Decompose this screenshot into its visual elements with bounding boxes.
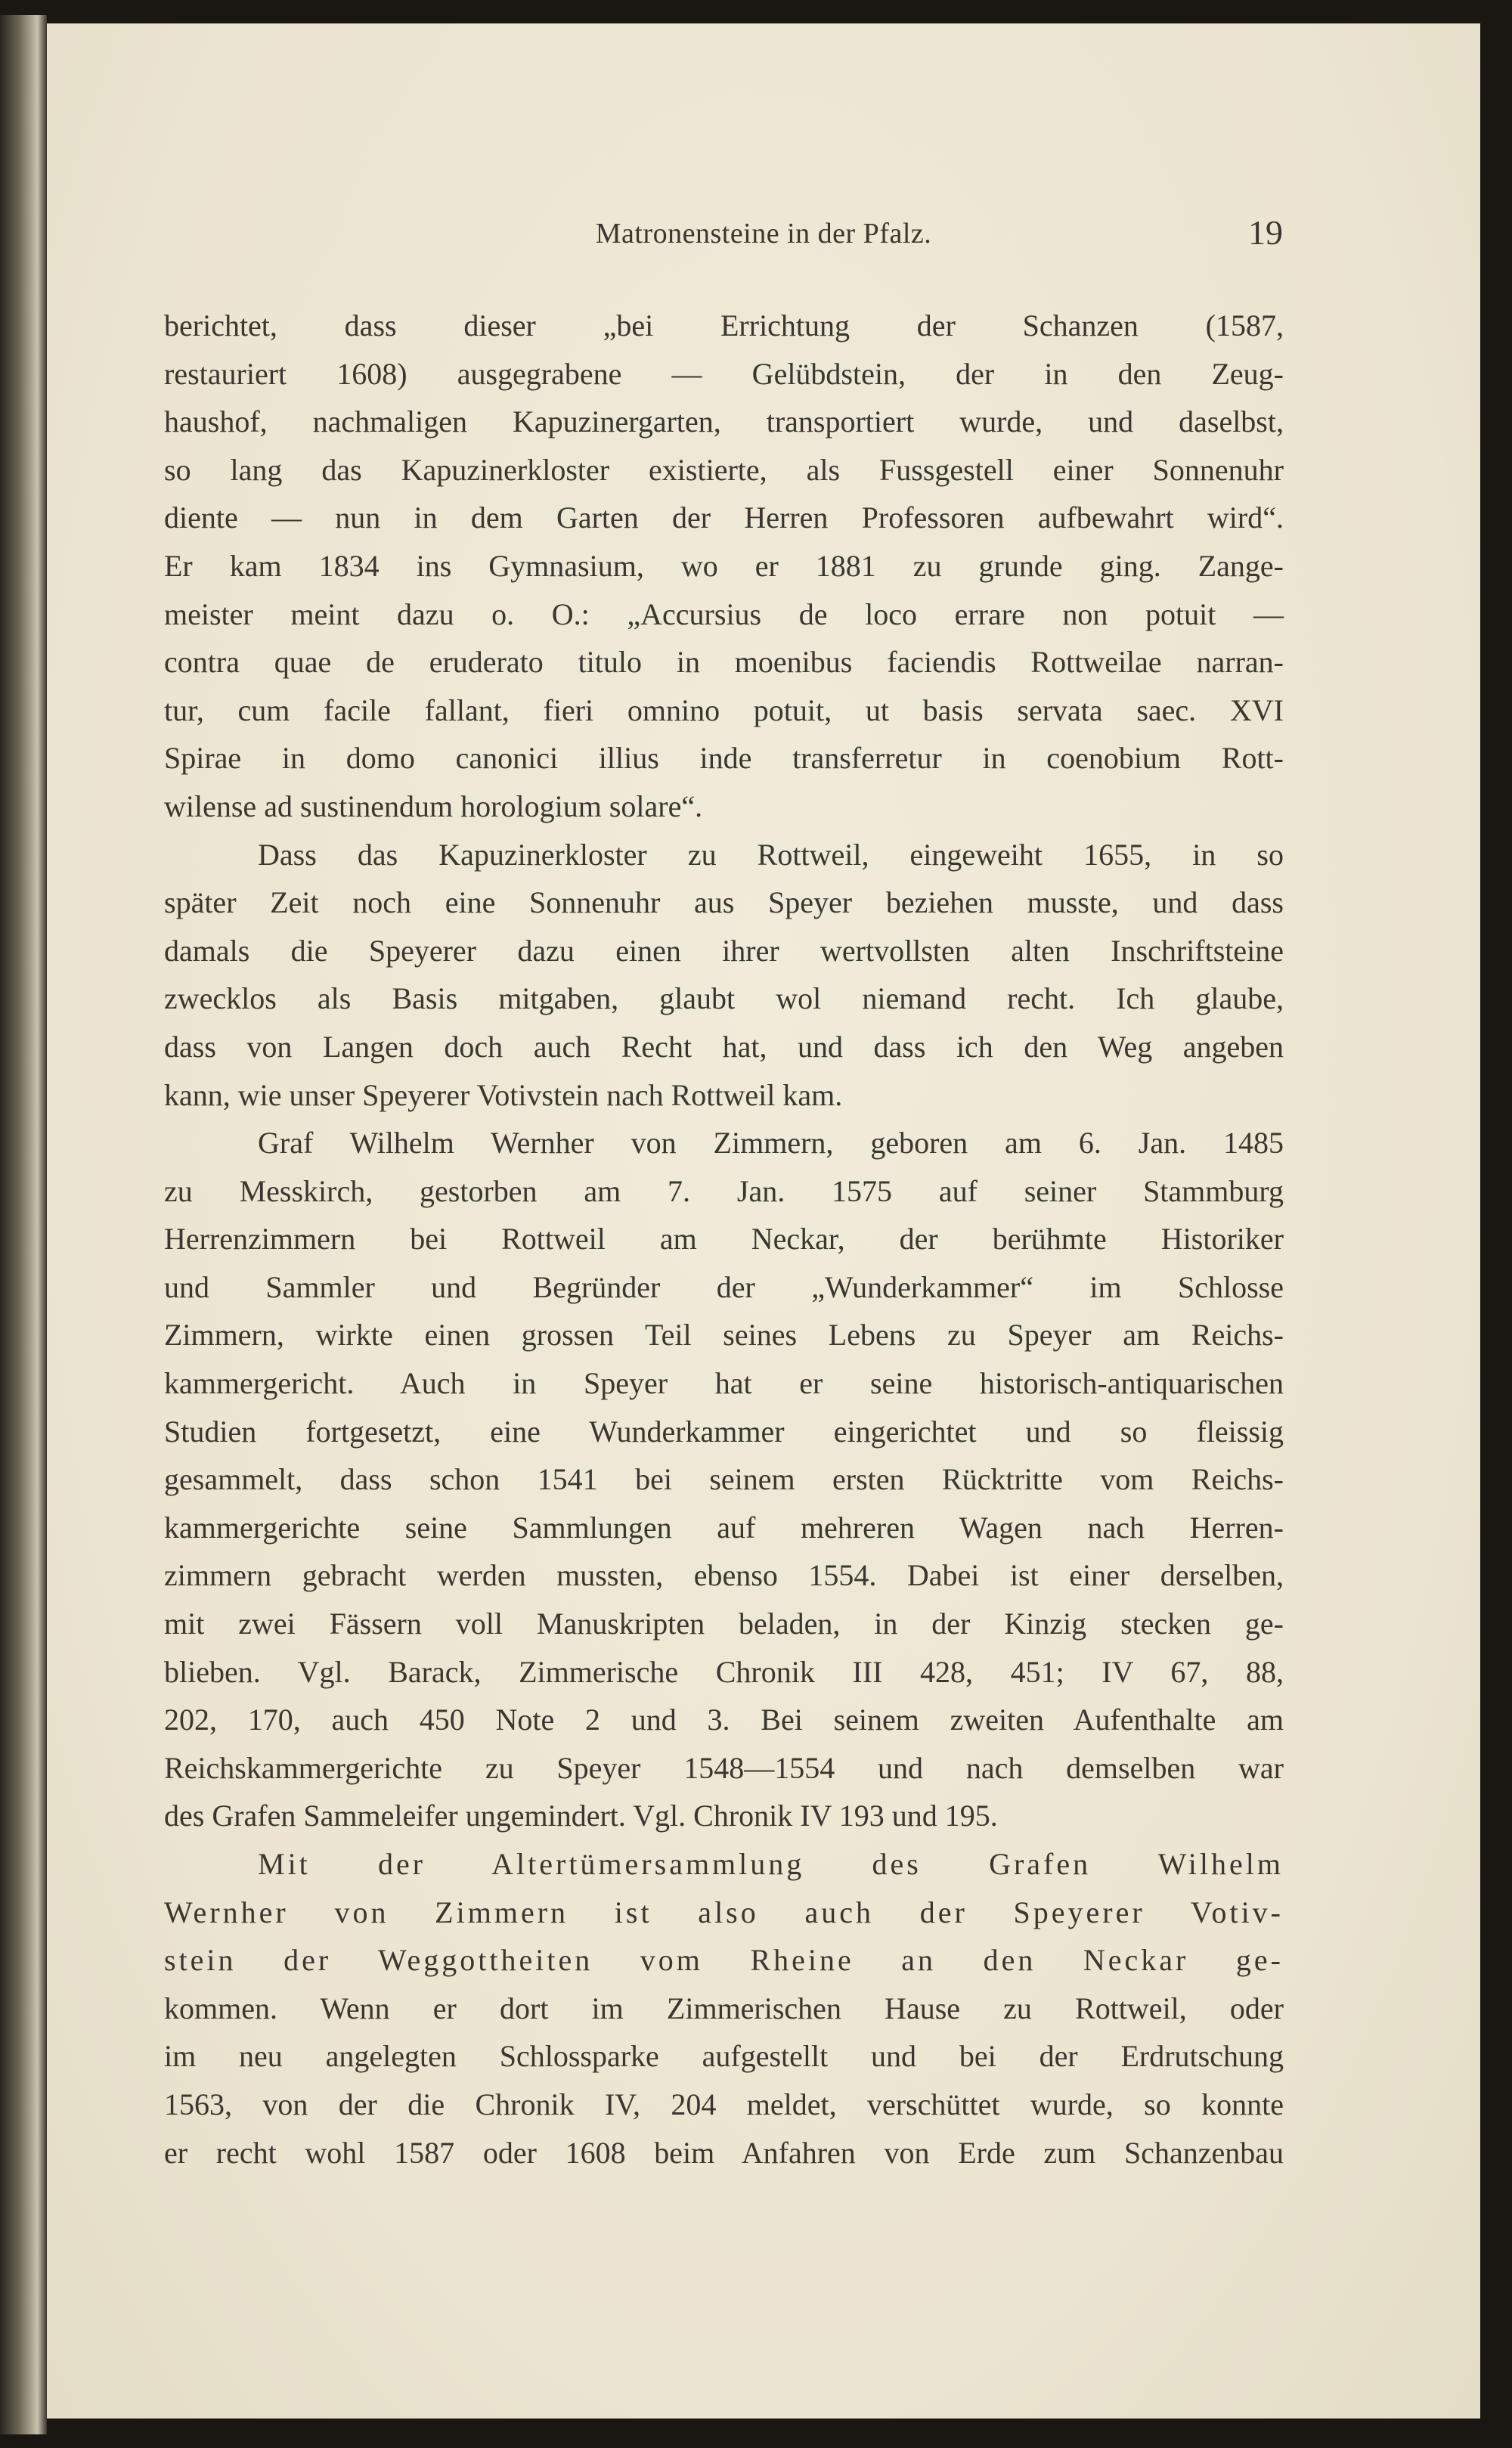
text-line: wilense ad sustinendum horologium solare“. (164, 789, 703, 823)
text-line: Er kam 1834 ins Gymnasium, wo er 1881 zu grunde ging. Zange- (164, 548, 1284, 583)
text-line: Reichskammergerichte zu Speyer 1548—1554 und nach demselben war (164, 1750, 1284, 1785)
text-line: damals die Speyerer dazu einen ihrer wertvollsten alten Inschriftsteine (164, 933, 1284, 968)
facing-page-edge (0, 15, 47, 2434)
text-line: meister meint dazu o. O.: „Accursius de loco errare non potuit — (164, 597, 1284, 631)
text-line: zimmern gebracht werden mussten, ebenso 1554. Dabei ist einer derselben, (164, 1558, 1284, 1593)
text-line: zu Messkirch, gestorben am 7. Jan. 1575 auf seiner Stammburg (164, 1173, 1284, 1208)
text-line: haushof, nachmaligen Kapuzinergarten, transportiert wurde, und daselbst, (164, 404, 1284, 439)
paragraph (164, 1119, 1284, 1840)
text-line: Wernher von Zimmern ist also auch der Speyerer Votiv- (164, 1895, 1284, 1929)
text-line: des Grafen Sammeleifer ungemindert. Vgl. Chronik IV 193 und 195. (164, 1799, 998, 1833)
text-line: kommen. Wenn er dort im Zimmerischen Hause zu Rottweil, oder (164, 1991, 1284, 2025)
text-line: Mit der Altertümersammlung des Grafen Wilhelm (258, 1847, 1284, 1881)
text-line: und Sammler und Begründer der „Wunderkammer“ im Schlosse (164, 1269, 1284, 1304)
page-header (47, 212, 1480, 258)
text-line: mit zwei Fässern voll Manuskripten beladen, in der Kinzig stecken ge- (164, 1607, 1284, 1641)
text-line: zwecklos als Basis mitgaben, glaubt wol niemand recht. Ich glaube, (164, 981, 1284, 1016)
text-line: 1563, von der die Chronik IV, 204 meldet, verschüttet wurde, so konnte (164, 2087, 1284, 2121)
text-line: stein der Weggottheiten vom Rheine an den Neckar ge- (164, 1943, 1284, 1978)
text-line: kann, wie unser Speyerer Votivstein nach Rottweil kam. (164, 1077, 843, 1112)
text-line: Herrenzimmern bei Rottweil am Neckar, der berühmte Historiker (164, 1222, 1284, 1257)
text-line: tur, cum facile fallant, fieri omnino potuit, ut basis servata saec. XVI (164, 693, 1284, 727)
text-line: gesammelt, dass schon 1541 bei seinem ersten Rücktritte vom Reichs- (164, 1462, 1284, 1497)
text-line: Spirae in domo canonici illius inde transferretur in coenobium Rott- (164, 741, 1284, 776)
text-line: kammergericht. Auch in Speyer hat er seine historisch-antiquarischen (164, 1366, 1284, 1401)
text-line: im neu angelegten Schlossparke aufgestellt und bei der Erdrutschung (164, 2039, 1284, 2074)
text-line: restauriert 1608) ausgegrabene — Gelübdstein, der in den Zeug- (164, 356, 1284, 391)
text-line: Studien fortgesetzt, eine Wunderkammer eingerichtet und so fleissig (164, 1414, 1284, 1449)
body-text (164, 302, 1284, 2177)
text-line: berichtet, dass dieser „bei Errichtung der Schanzen (1587, (164, 308, 1284, 342)
paragraph (164, 1840, 1284, 2177)
text-line: Graf Wilhelm Wernher von Zimmern, geboren am 6. Jan. 1485 (258, 1126, 1284, 1160)
paragraph (164, 831, 1284, 1120)
text-line: dass von Langen doch auch Recht hat, und dass ich den Weg angeben (164, 1029, 1284, 1064)
book-page (47, 23, 1480, 2419)
text-line: 202, 170, auch 450 Note 2 und 3. Bei seinem zweiten Aufenthalte am (164, 1703, 1284, 1737)
text-line: Zimmern, wirkte einen grossen Teil seines Lebens zu Speyer am Reichs- (164, 1318, 1284, 1353)
text-line: blieben. Vgl. Barack, Zimmerische Chronik III 428, 451; IV 67, 88, (164, 1654, 1284, 1689)
text-line: er recht wohl 1587 oder 1608 beim Anfahren von Erde zum Schanzenbau (164, 2135, 1284, 2170)
text-line: Dass das Kapuzinerkloster zu Rottweil, eingeweiht 1655, in so (258, 837, 1284, 872)
text-line: so lang das Kapuzinerkloster existierte, als Fussgestell einer Sonnenuhr (164, 452, 1284, 487)
text-line: später Zeit noch eine Sonnenuhr aus Speyer beziehen musste, und dass (164, 885, 1284, 920)
text-line: contra quae de eruderato titulo in moenibus faciendis Rottweilae narran- (164, 645, 1284, 680)
text-line: diente — nun in dem Garten der Herren Professoren aufbewahrt wird“. (164, 500, 1284, 535)
text-line: kammergerichte seine Sammlungen auf mehreren Wagen nach Herren- (164, 1510, 1284, 1545)
paragraph (164, 302, 1284, 831)
running-title: Matronensteine in der Pfalz. (595, 218, 932, 249)
page-number: 19 (1248, 213, 1283, 252)
